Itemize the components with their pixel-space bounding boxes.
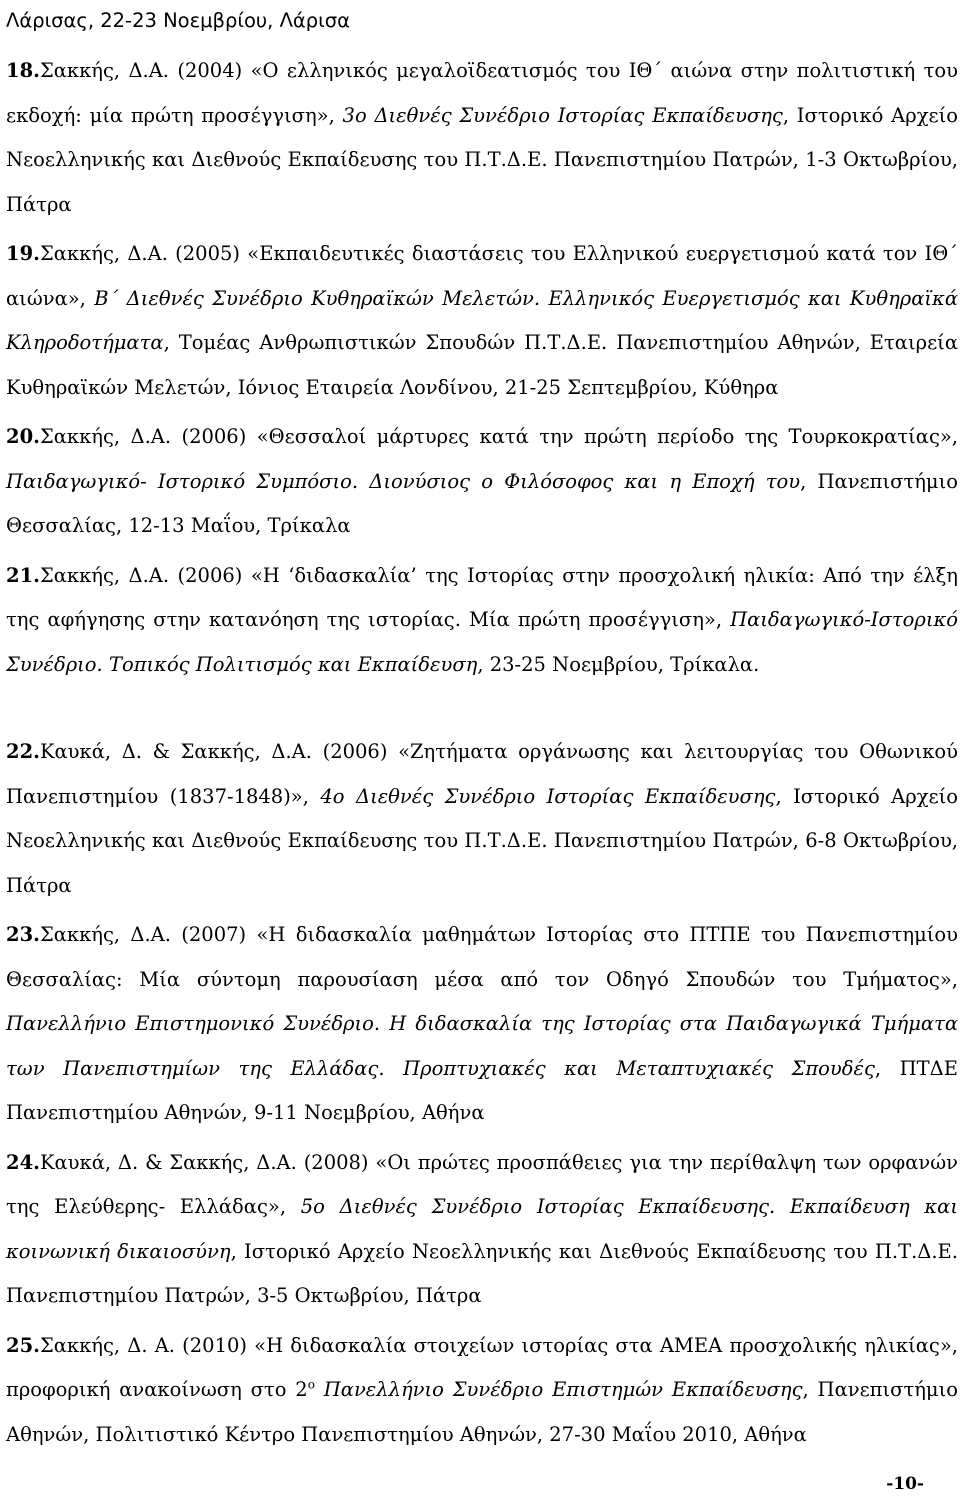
entry-number: 19. [6, 242, 40, 265]
continued-entry-line: Λάρισας, 22-23 Νοεμβρίου, Λάρισα [6, 9, 350, 32]
entry-number: 23. [6, 923, 40, 946]
reference-entry-24 [6, 1141, 958, 1319]
entry-details: , Ιστορικό Αρχείο Νεοελληνικής και Διεθνούς Εκπαίδευσης του Π.Τ.Δ.Ε. Πανεπιστημίου Πατρών, 3-5 Οκτωβρίου, Πάτρα [6, 1239, 958, 1307]
entry-details: , Ιστορικό Αρχείο Νεοελληνικής και Διεθνούς Εκπαίδευσης του Π.Τ.Δ.Ε. Πανεπιστημίου Πατρών, 1-3 Οκτωβρίου, Πάτρα [6, 103, 958, 216]
entry-details: , ΠΤΔΕ Πανεπιστημίου Αθηνών, 9-11 Νοεμβρίου, Αθήνα [6, 1056, 958, 1124]
entry-details: , Πανεπιστήμιο Θεσσαλίας, 12-13 Μαΐου, Τρίκαλα [6, 469, 958, 537]
entry-venue: 3ο Διεθνές Συνέδριο Ιστορίας Εκπαίδευσης [342, 103, 783, 127]
entry-number: 21. [6, 563, 40, 587]
document-page [6, 0, 958, 1457]
entry-details: , Τομέας Ανθρωπιστικών Σπουδών Π.Τ.Δ.Ε. Πανεπιστημίου Αθηνών, Εταιρεία Κυθηραϊκών Μελετών, Ιόνιος Εταιρεία Λονδίνου, 21-25 Σεπτεμβρίου, Κύθηρα [6, 331, 958, 399]
entry-number: 18. [6, 59, 40, 82]
entry-venue: Πανελλήνιο Επιστημονικό Συνέδριο. Η διδασκαλία της Ιστορίας στα Παιδαγωγικά Τμήματα των Πανεπιστημίων της Ελλάδας. Προπτυχιακές και Μεταπτυχιακές Σπουδές [6, 1012, 958, 1080]
entry-text: Σακκής, Δ.Α. (2005) «Εκπαιδευτικές διαστάσεις του Ελληνικού ευεργετισμού κατά τον ΙΘ΄ αιώνα», [6, 242, 958, 310]
entry-number: 24. [6, 1150, 40, 1174]
entry-details: , 23-25 Νοεμβρίου, Τρίκαλα. [477, 652, 760, 676]
entry-text: Σακκής, Δ.Α. (2004) «Ο ελληνικός μεγαλοϊδεατισμός του ΙΘ΄ αιώνα στην πολιτιστική του εκδοχή: μία πρώτη προσέγγιση», [6, 59, 958, 127]
entry-venue: Παιδαγωγικό-Ιστορικό Συνέδριο. Τοπικός Πολιτισμός και Εκπαίδευση [6, 608, 958, 676]
entry-venue: 5ο Διεθνές Συνέδριο Ιστορίας Εκπαίδευσης. Εκπαίδευση και κοινωνική δικαιοσύνη [6, 1195, 958, 1263]
entry-details: , Ιστορικό Αρχείο Νεοελληνικής και Διεθνούς Εκπαίδευσης του Π.Τ.Δ.Ε. Πανεπιστημίου Πατρών, 6-8 Οκτωβρίου, Πάτρα [6, 784, 958, 897]
reference-entry-23 [6, 913, 958, 1136]
entry-text: Σακκής, Δ.Α. (2006) «Θεσσαλοί μάρτυρες κατά την πρώτη περίοδο της Τουρκοκρατίας», [39, 425, 958, 448]
entry-number: 25. [6, 1333, 40, 1357]
reference-entry-25 [6, 1324, 958, 1458]
ordinal-superscript: ο [307, 1377, 315, 1392]
reference-entry-19 [6, 232, 958, 410]
entry-venue: Β΄ Διεθνές Συνέδριο Κυθηραϊκών Μελετών. Ελληνικός Ευεργετισμός και Κυθηραϊκά Κληροδοτήματα [6, 286, 958, 354]
entry-text: Σακκής, Δ. Α. (2010) «Η διδασκαλία στοιχείων ιστορίας στα ΑΜΕΑ προσχολικής ηλικίας», προφορική ανακοίνωση στο 2 [6, 1333, 958, 1401]
entry-number: 22. [6, 740, 40, 763]
entry-text: Σακκής, Δ.Α. (2006) «Η ‘διδασκαλία’ της Ιστορίας στην προσχολική ηλικία: Από την έλξη της αφήγησης στην κατανόηση της ιστορίας. Μία πρώτη προσέγγιση», [6, 563, 958, 631]
entry-venue: 4ο Διεθνές Συνέδριο Ιστορίας Εκπαίδευσης [320, 784, 776, 808]
entry-details: , Πανεπιστήμιο Αθηνών, Πολιτιστικό Κέντρο Πανεπιστημίου Αθηνών, 27-30 Μαΐου 2010, Αθήνα [6, 1378, 958, 1446]
reference-entry-21 [6, 554, 958, 688]
entry-venue: Παιδαγωγικό- Ιστορικό Συμπόσιο. Διονύσιος ο Φιλόσοφος και η Εποχή του [6, 469, 801, 493]
reference-entry-18 [6, 49, 958, 227]
entry-text: Καυκά, Δ. & Σακκής, Δ.Α. (2008) «Οι πρώτες προσπάθειες για την περίθαλψη των ορφανών της Ελεύθερης- Ελλάδας», [6, 1150, 958, 1218]
reference-entry-22 [6, 730, 958, 908]
entry-text: Σακκής, Δ.Α. (2007) «Η διδασκαλία μαθημάτων Ιστορίας στο ΠΤΠΕ του Πανεπιστημίου Θεσσαλίας: Μία σύντομη παρουσίαση μέσα από τον Οδηγό Σπουδών του Τμήματος», [6, 923, 958, 991]
entry-number: 20. [6, 425, 40, 448]
entry-venue: Πανελλήνιο Συνέδριο Επιστημών Εκπαίδευσης [314, 1378, 803, 1401]
reference-entry-20 [6, 415, 958, 549]
entry-text: Καυκά, Δ. & Σακκής, Δ.Α. (2006) «Ζητήματα οργάνωσης και λειτουργίας του Οθωνικού Πανεπιστημίου (1837-1848)», [6, 740, 958, 808]
page-number: -10- [886, 1474, 924, 1494]
